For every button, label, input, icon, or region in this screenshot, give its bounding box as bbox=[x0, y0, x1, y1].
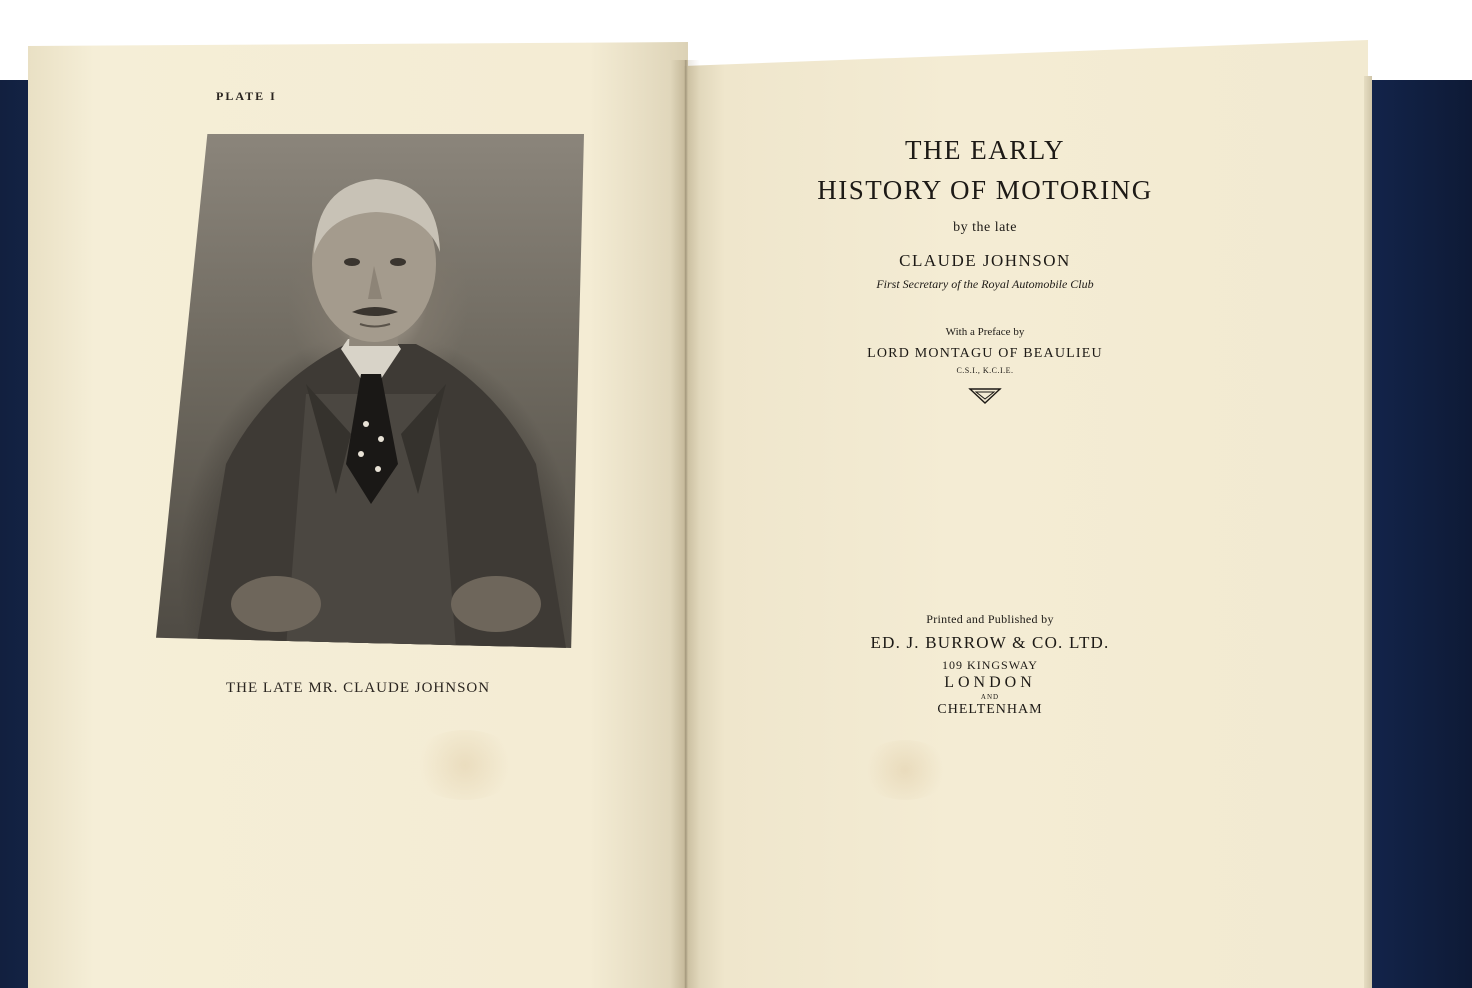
printer-device-icon bbox=[968, 387, 1002, 405]
book-title-line-1: THE EARLY bbox=[904, 135, 1066, 165]
foxing-stain bbox=[860, 740, 950, 800]
author-name: CLAUDE JOHNSON bbox=[899, 251, 1071, 270]
by-line: by the late bbox=[953, 220, 1017, 235]
publisher-block bbox=[840, 612, 1140, 718]
book-gutter bbox=[670, 60, 700, 988]
publisher-and: AND bbox=[980, 693, 1000, 701]
page-block-edge bbox=[1364, 76, 1372, 988]
preface-intro: With a Preface by bbox=[945, 326, 1025, 338]
publisher-address: 109 KINGSWAY bbox=[942, 658, 1038, 672]
portrait-caption: THE LATE MR. CLAUDE JOHNSON bbox=[226, 680, 491, 696]
publisher-city-2: CHELTENHAM bbox=[937, 702, 1043, 717]
preface-author: LORD MONTAGU OF BEAULIEU bbox=[867, 346, 1103, 361]
portrait-photo bbox=[156, 134, 584, 648]
title-page-block bbox=[760, 130, 1210, 405]
foxing-stain bbox=[410, 730, 520, 800]
preface-honours: C.S.I., K.C.I.E. bbox=[956, 366, 1014, 375]
publisher-city: LONDON bbox=[944, 674, 1036, 691]
author-role: First Secretary of the Royal Automobile Club bbox=[876, 277, 1094, 291]
book-title-line-2: HISTORY OF MOTORING bbox=[817, 175, 1153, 205]
publisher-intro: Printed and Published by bbox=[926, 612, 1054, 626]
publisher-name: ED. J. BURROW & CO. LTD. bbox=[870, 633, 1110, 652]
portrait-figure bbox=[156, 134, 584, 648]
plate-label: PLATE I bbox=[216, 89, 277, 103]
